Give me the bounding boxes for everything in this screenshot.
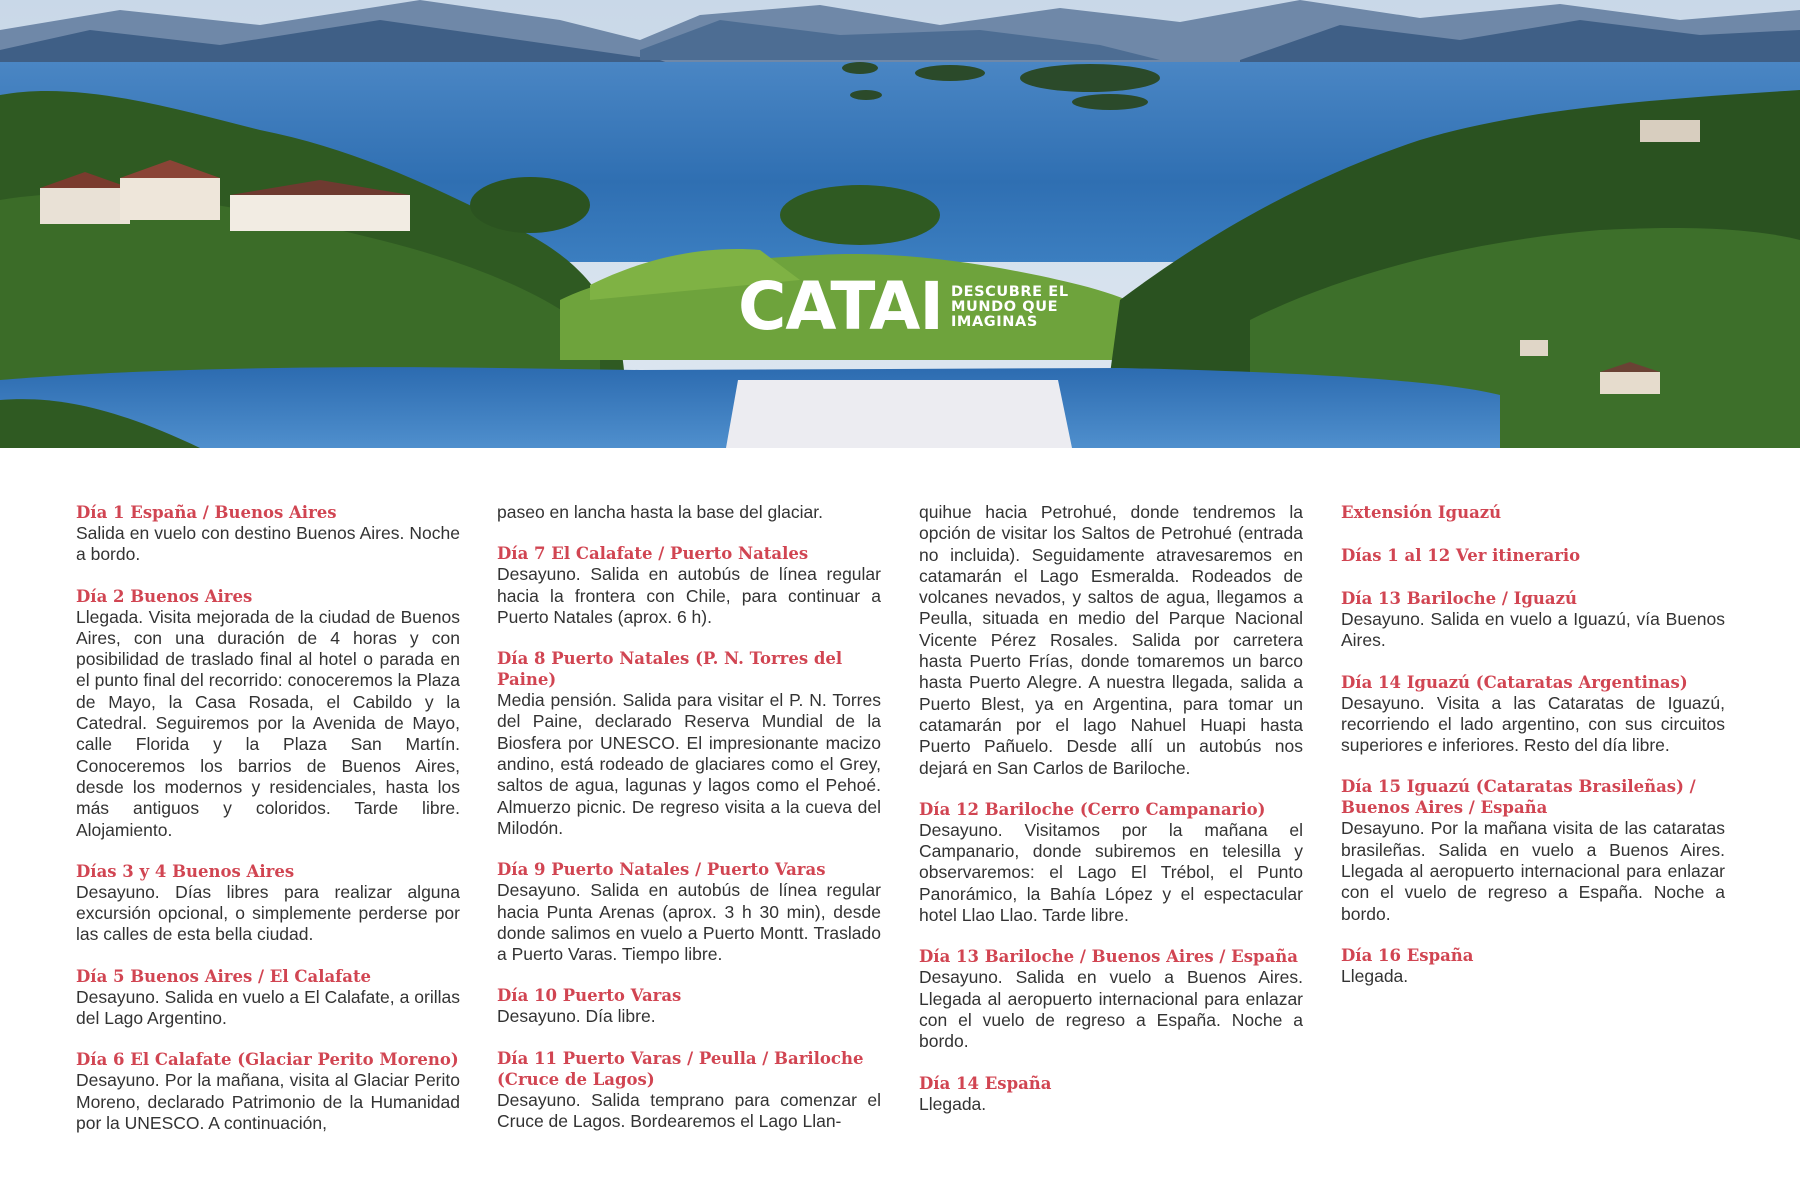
- itinerary-day: [497, 648, 881, 839]
- itinerary-continuation: [497, 502, 881, 523]
- day-description: Desayuno. Salida en vuelo a Buenos Aires. Llegada al aeropuerto internacional para enlazar con el vuelo de regreso a España. Noche a bordo.: [919, 967, 1303, 1052]
- itinerary-day: [497, 1048, 881, 1133]
- day-title: Día 9 Puerto Natales / Puerto Varas: [497, 860, 826, 880]
- brand-name: CATAI: [738, 268, 943, 345]
- day-description: Desayuno. Salida en autobús de línea regular hacia Punta Arenas (aprox. 3 h 30 min), desde donde salimos en vuelo a Puerto Montt. Traslado a Puerto Varas. Tiempo libre.: [497, 880, 881, 965]
- itinerary-day: [76, 586, 460, 841]
- itinerary-day: [1341, 945, 1725, 987]
- day-description: Llegada.: [1341, 965, 1409, 986]
- itinerary-day: [76, 966, 460, 1030]
- itinerary-day: [497, 543, 881, 628]
- tagline-line-3: IMAGINAS: [950, 313, 1038, 330]
- day-description: Desayuno. Por la mañana, visita al Glaciar Perito Moreno, declarado Patrimonio de la Humanidad por la UNESCO. A continuación,: [76, 1070, 460, 1133]
- day-description: paseo en lancha hasta la base del glaciar.: [497, 502, 823, 522]
- itinerary-column-4: [1341, 502, 1725, 1007]
- itinerary-column-3: [919, 502, 1303, 1135]
- itinerary-column-2: [497, 502, 881, 1152]
- day-title: Día 14 España: [919, 1073, 1052, 1093]
- itinerary-day: [919, 1073, 1303, 1115]
- day-description: Llegada. Visita mejorada de la ciudad de Buenos Aires, con una duración de 4 horas y con posibilidad de traslado final al hotel o parada en el punto final del recorrido: conoceremos la Plaza de Mayo, la Casa Rosada, el Cabildo y la Catedral. Seguiremos por la Avenida de Mayo, calle Florida y la Plaza San Martín. Conoceremos los barrios de Buenos Aires, desde los modernos y residenciales, hasta los más antiguos y coloridos. Tarde libre. Alojamiento.: [76, 606, 460, 840]
- day-description: Desayuno. Visitamos por la mañana el Campanario, donde subiremos en telesilla y observaremos: el Lago El Trébol, el Punto Panorámico, la Bahía López y el espectacular hotel Llao Llao. Tarde libre.: [919, 819, 1303, 926]
- itinerary-day: [497, 859, 881, 965]
- day-description: Desayuno. Salida temprano para comenzar el Cruce de Lagos. Bordearemos el Lago Llan-: [497, 1089, 881, 1132]
- day-title: Día 16 España: [1341, 945, 1474, 965]
- day-title: Día 1 España / Buenos Aires: [76, 503, 337, 522]
- day-title: Día 2 Buenos Aires: [76, 586, 253, 606]
- day-title: Día 7 El Calafate / Puerto Natales: [497, 544, 809, 564]
- day-description: Desayuno. Salida en vuelo a El Calafate, a orillas del Lago Argentino.: [76, 986, 460, 1029]
- itinerary-day: [919, 799, 1303, 926]
- day-title: Día 5 Buenos Aires / El Calafate: [76, 966, 372, 986]
- day-description: Desayuno. Días libres para realizar alguna excursión opcional, o simplemente perderse por las calles de esta bella ciudad.: [76, 881, 460, 945]
- day-description: Llegada.: [919, 1093, 987, 1114]
- itinerary-day: [1341, 588, 1725, 652]
- landscape-photo: [0, 0, 1800, 448]
- extension-heading: Extensión Iguazú: [1341, 503, 1502, 522]
- day-title: Días 3 y 4 Buenos Aires: [76, 861, 295, 881]
- day-description: quihue hacia Petrohué, donde tendremos la opción de visitar los Saltos de Petrohué (entrada no incluida). Seguidamente atravesaremos en catamarán el Lago Esmeralda. Rodeados de volcanes nevados, y saltos de agua, llegamos a Peulla, situada en medio del Parque Nacional Vicente Pérez Rosales. Salida por carretera hasta Puerto Frías, donde tomaremos un barco hasta Puerto Alegre. A nuestra llegada, salida a Puerto Blest, ya en Argentina, para tomar un catamarán por el lago Nahuel Huapi hasta Puerto Pañuelo. Desde allí un autobús nos dejará en San Carlos de Bariloche.: [919, 502, 1303, 778]
- itinerary-continuation: [919, 502, 1303, 779]
- itinerary-day: [1341, 672, 1725, 757]
- day-title: Día 6 El Calafate (Glaciar Perito Moreno): [76, 1050, 459, 1070]
- itinerary-day: [497, 985, 881, 1027]
- itinerary-column-1: [76, 502, 460, 1154]
- day-title: Día 14 Iguazú (Cataratas Argentinas): [1341, 672, 1688, 692]
- day-description: Desayuno. Salida en vuelo a Iguazú, vía Buenos Aires.: [1341, 609, 1725, 651]
- hero-banner: [0, 0, 1800, 448]
- day-description: Desayuno. Por la mañana visita de las cataratas brasileñas. Salida en vuelo a Buenos Aires. Llegada al aeropuerto internacional para enlazar con el vuelo de regreso a España. Noche a bordo.: [1341, 818, 1725, 924]
- day-description: Salida en vuelo con destino Buenos Aires. Noche a bordo.: [76, 523, 460, 565]
- brand-tagline: [951, 285, 1069, 330]
- itinerary-columns: [76, 502, 1736, 1162]
- day-title: Día 8 Puerto Natales (P. N. Torres del Paine): [497, 649, 843, 690]
- day-description: Desayuno. Día libre.: [497, 1006, 656, 1027]
- day-title: Día 15 Iguazú (Cataratas Brasileñas) / Buenos Aires / España: [1341, 777, 1696, 818]
- day-description: Media pensión. Salida para visitar el P. N. Torres del Paine, declarado Reserva Mundial de la Biosfera por UNESCO. El impresionante macizo andino, está rodeado de glaciares como el Grey, saltos de agua, lagunas y lagos como el Pehoé. Almuerzo picnic. De regreso visita a la cueva del Milodón.: [497, 690, 881, 838]
- day-title: Día 10 Puerto Varas: [497, 986, 682, 1006]
- day-description: Desayuno. Visita a las Cataratas de Iguazú, recorriendo el lado argentino, con sus circuitos superiores e inferiores. Resto del día libre.: [1341, 692, 1725, 756]
- itinerary-day: [76, 502, 460, 566]
- day-title: Día 12 Bariloche (Cerro Campanario): [919, 799, 1266, 819]
- tagline-line-2: MUNDO QUE: [950, 298, 1059, 315]
- itinerary-day: [919, 946, 1303, 1052]
- itinerary-day: [76, 861, 460, 946]
- itinerary-day: [76, 1049, 460, 1134]
- extension-subheading: Días 1 al 12 Ver itinerario: [1341, 546, 1581, 565]
- day-title: Día 13 Bariloche / Iguazú: [1341, 589, 1577, 608]
- day-description: Desayuno. Salida en autobús de línea regular hacia la frontera con Chile, para continuar a Puerto Natales (aprox. 6 h).: [497, 564, 881, 627]
- itinerary-day: [1341, 776, 1725, 924]
- day-title: Día 11 Puerto Varas / Peulla / Bariloche (Cruce de Lagos): [497, 1048, 864, 1089]
- day-title: Día 13 Bariloche / Buenos Aires / España: [919, 947, 1298, 967]
- tagline-line-1: DESCUBRE EL: [950, 283, 1069, 300]
- brand-logo: [738, 268, 1069, 345]
